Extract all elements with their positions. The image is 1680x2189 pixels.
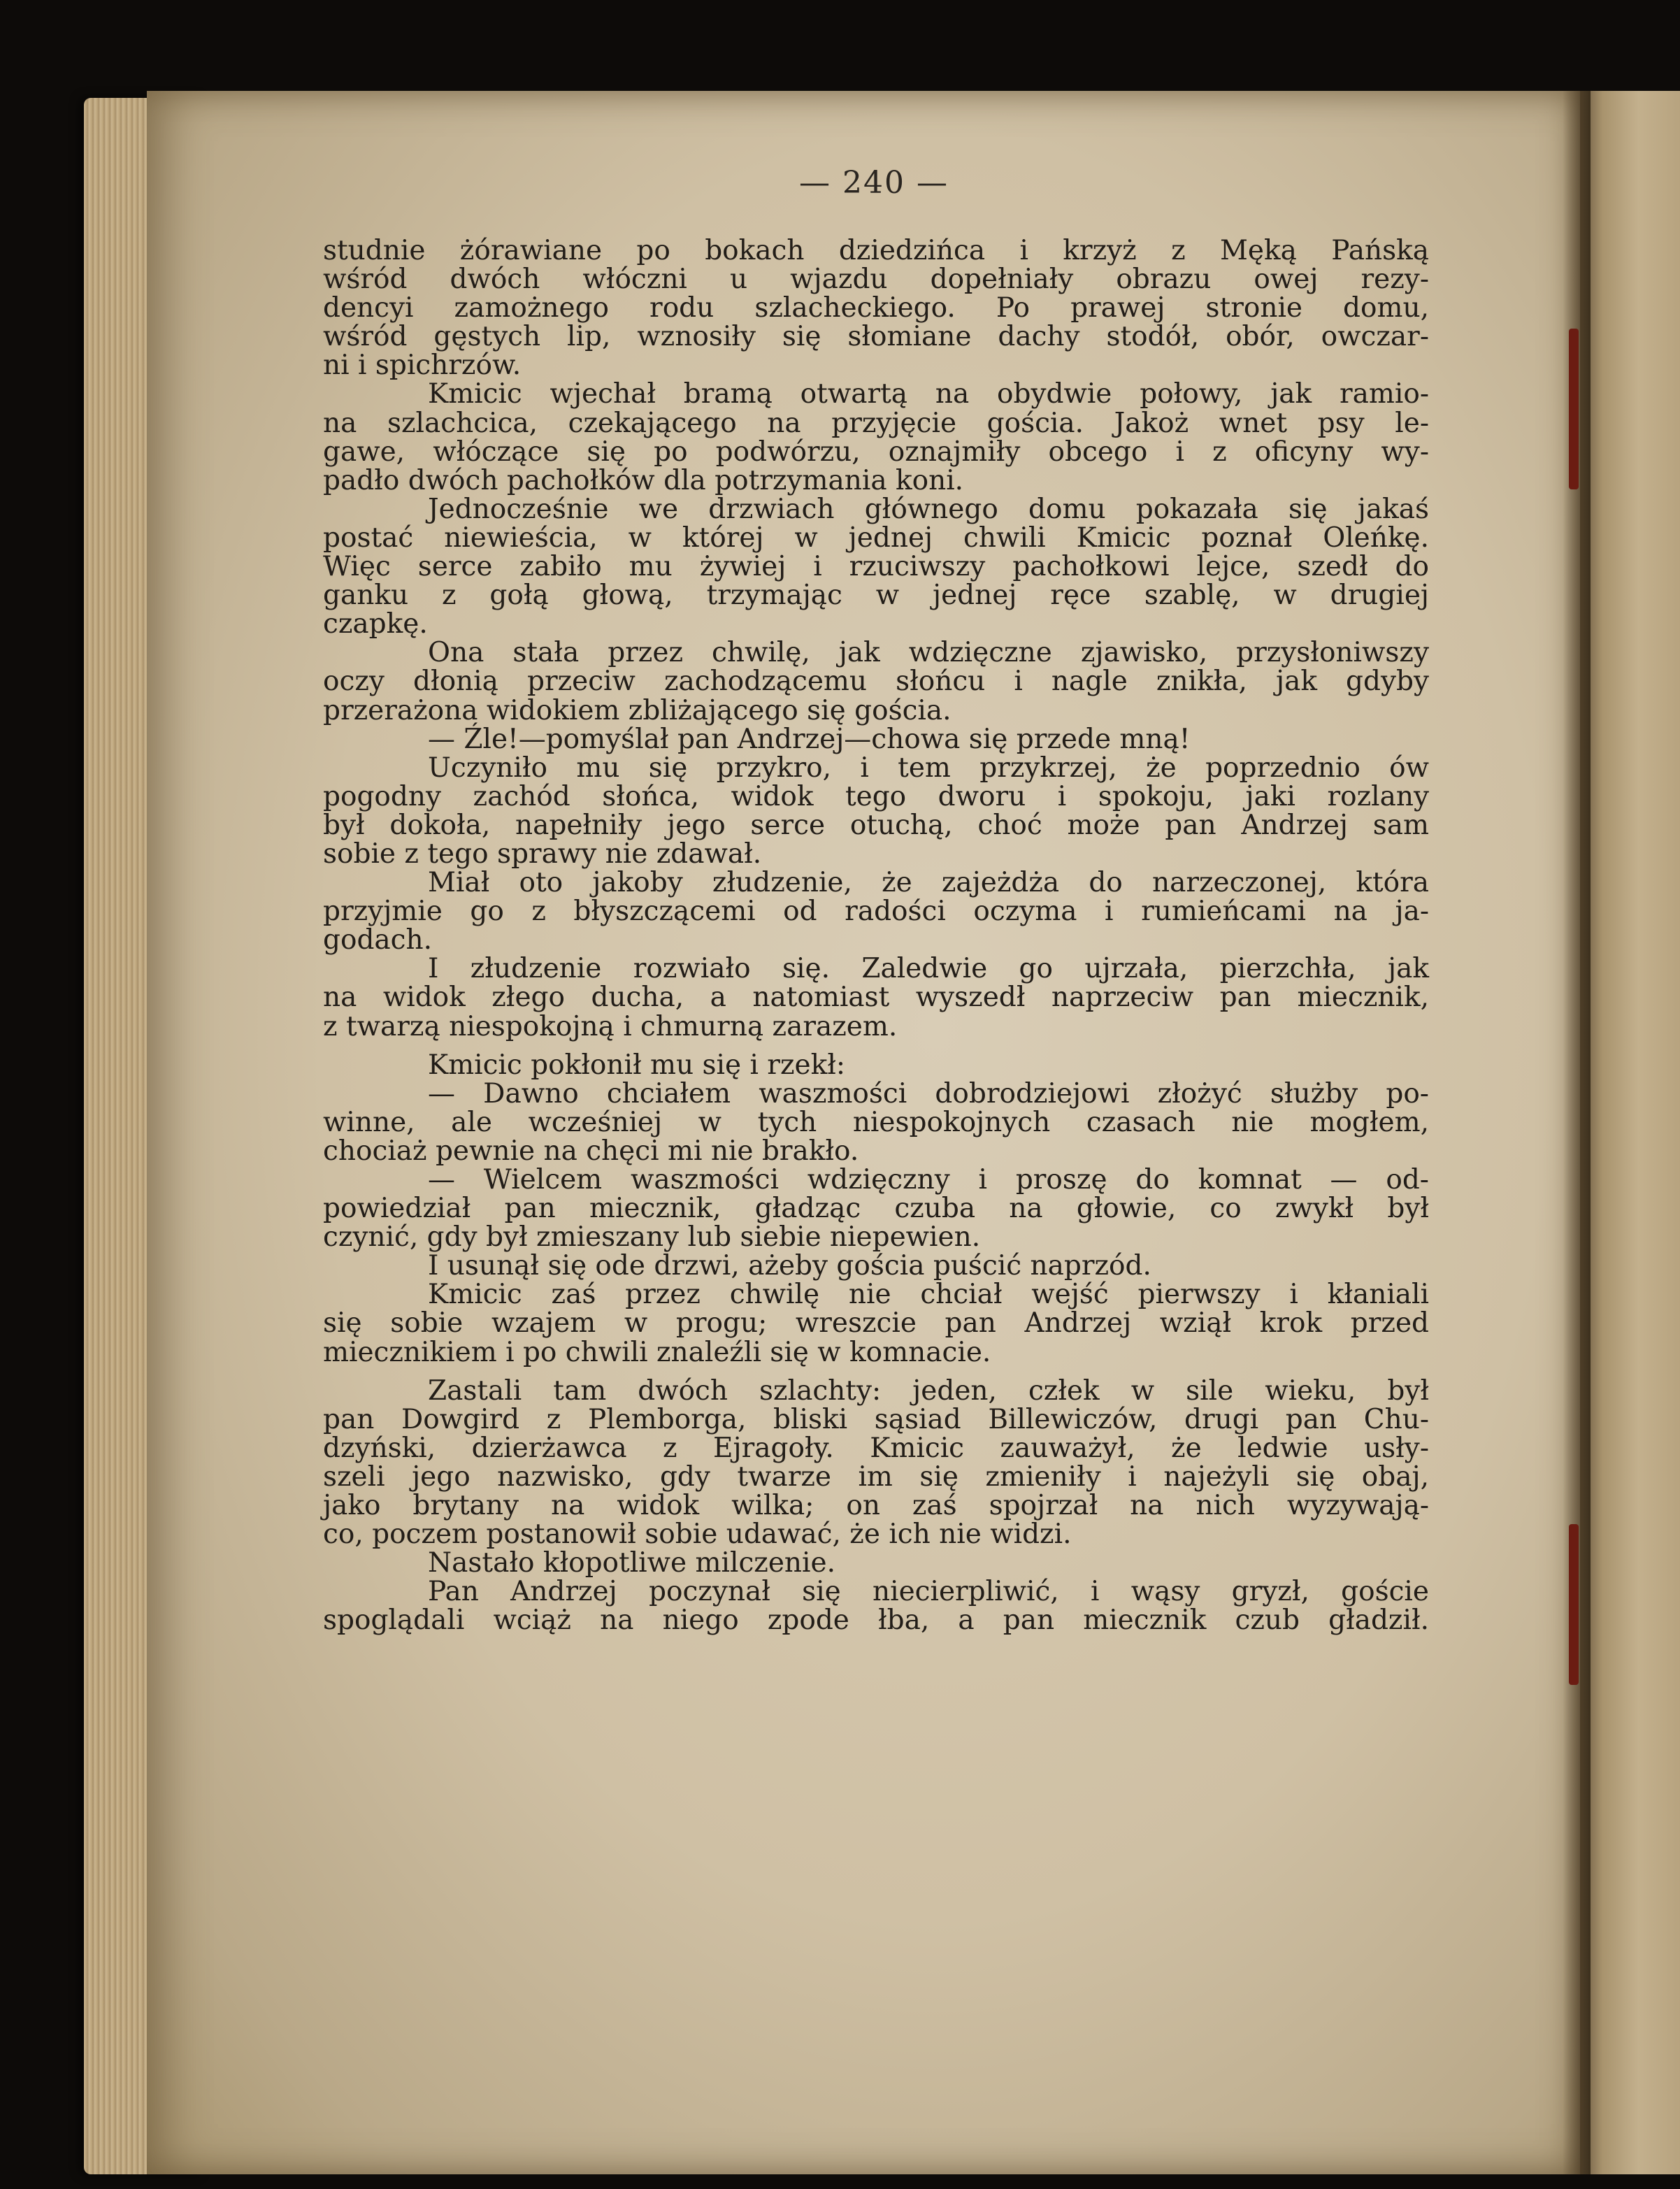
text-line: miecznikiem i po chwili znaleźli się w komnacie. <box>323 1336 991 1368</box>
text-line: godach. <box>323 924 433 956</box>
text-line: Nastało kłopotliwe milczenie. <box>428 1547 835 1579</box>
text-line: Miał oto jakoby złudzenie, że zajeżdża do narzeczonej, która <box>428 867 1429 899</box>
text-line: — Wielcem waszmości wdzięczny i proszę do komnat — od- <box>428 1164 1429 1196</box>
text-line: Ona stała przez chwilę, jak wdzięczne zjawisko, przysłoniwszy <box>428 637 1429 669</box>
text-line: czapkę. <box>323 608 428 640</box>
text-line: sobie z tego sprawy nie zdawał. <box>323 838 762 870</box>
right-clip-mark-bottom <box>1569 1524 1579 1685</box>
right-clip-mark-top <box>1569 329 1579 489</box>
text-line: studnie żórawiane po bokach dziedzińca i krzyż z Męką Pańską <box>323 235 1429 266</box>
text-line: jako brytany na widok wilka; on zaś spojrzał na nich wyzywają- <box>323 1490 1429 1522</box>
text-line: I usunął się ode drzwi, ażeby gościa puścić naprzód. <box>428 1250 1151 1282</box>
text-line: Kmicic pokłonił mu się i rzekł: <box>428 1049 845 1081</box>
text-line: Pan Andrzej poczynał się niecierpliwić, i wąsy gryzł, goście <box>428 1576 1429 1608</box>
text-line: Jednocześnie we drzwiach głównego domu pokazała się jakaś <box>428 493 1429 525</box>
page-text <box>323 236 1429 1635</box>
text-line: na szlachcica, czekającego na przyjęcie gościa. Jakoż wnet psy le- <box>323 407 1429 439</box>
text-line: Kmicic zaś przez chwilę nie chciał wejść pierwszy i kłaniali <box>428 1279 1429 1311</box>
text-line: Kmicic wjechał bramą otwartą na obydwie połowy, jak ramio- <box>428 378 1429 410</box>
text-line: winne, ale wcześniej w tych niespokojnych czasach nie mogłem, <box>323 1106 1429 1138</box>
text-line: szeli jego nazwisko, gdy twarze im się zmieniły i najeżyli się obaj, <box>323 1460 1429 1493</box>
text-line: ni i spichrzów. <box>323 350 522 382</box>
text-line: dencyi zamożnego rodu szlacheckiego. Po prawej stronie domu, <box>323 292 1429 324</box>
text-line: spoglądali wciąż na niego zpode łba, a pan miecznik czub gładził. <box>323 1605 1429 1637</box>
text-line: się sobie wzajem w progu; wreszcie pan Andrzej wziął krok przed <box>323 1307 1429 1340</box>
text-line: przerażona widokiem zbliżającego się gościa. <box>323 694 952 726</box>
text-line: chociaż pewnie na chęci mi nie brakło. <box>323 1135 859 1167</box>
text-line: co, poczem postanowił sobie udawać, że ich nie widzi. <box>323 1519 1072 1551</box>
text-line: z twarzą niespokojną i chmurną zarazem. <box>323 1010 898 1042</box>
text-line: Zastali tam dwóch szlachty: jeden, człek w sile wieku, był <box>428 1375 1429 1407</box>
text-line: I złudzenie rozwiało się. Zaledwie go ujrzała, pierzchła, jak <box>428 953 1429 985</box>
text-line: powiedział pan miecznik, gładząc czuba na głowie, co zwykł był <box>323 1193 1429 1225</box>
facing-page-edge <box>1577 91 1680 2174</box>
text-line: przyjmie go z błyszczącemi od radości oczyma i rumieńcami na ja- <box>323 896 1429 928</box>
text-line: Uczyniło mu się przykro, i tem przykrzej, że poprzednio ów <box>428 752 1429 784</box>
text-line: — Źle!—pomyślał pan Andrzej—chowa się przede mną! <box>428 723 1191 755</box>
text-line: oczy dłonią przeciw zachodzącemu słońcu i nagle znikła, jak gdyby <box>323 666 1429 698</box>
text-line: pan Dowgird z Plemborga, bliski sąsiad Billewiczów, drugi pan Chu- <box>323 1403 1429 1435</box>
text-line: dzyński, dzierżawca z Ejragoły. Kmicic zauważył, że ledwie usły- <box>323 1432 1429 1464</box>
text-line: — Dawno chciałem waszmości dobrodziejowi złożyć służby po- <box>428 1077 1429 1110</box>
text-line: padło dwóch pachołków dla potrzymania koni. <box>323 464 964 496</box>
text-line: na widok złego ducha, a natomiast wyszedł naprzeciw pan miecznik, <box>323 982 1429 1014</box>
text-line: postać niewieścia, w której w jednej chwili Kmicic poznał Oleńkę. <box>323 522 1429 554</box>
text-line: ganku z gołą głową, trzymając w jednej ręce szablę, w drugiej <box>323 580 1429 612</box>
text-line: wśród dwóch włóczni u wjazdu dopełniały obrazu owej rezy- <box>323 264 1429 296</box>
text-line: wśród gęstych lip, wznosiły się słomiane dachy stodół, obór, owczar- <box>323 321 1429 353</box>
text-line: czynić, gdy był zmieszany lub siebie niepewien. <box>323 1221 981 1254</box>
text-line: Więc serce zabiło mu żywiej i rzuciwszy pachołkowi lejce, szedł do <box>323 551 1429 583</box>
page-number: — 240 — <box>799 165 949 201</box>
text-line: pogodny zachód słońca, widok tego dworu i spokoju, jaki rozlany <box>323 780 1429 812</box>
text-line: gawe, włóczące się po podwórzu, oznajmiły obcego i z oficyny wy- <box>323 436 1429 468</box>
text-line: był dokoła, napełniły jego serce otuchą, choć może pan Andrzej sam <box>323 809 1429 841</box>
